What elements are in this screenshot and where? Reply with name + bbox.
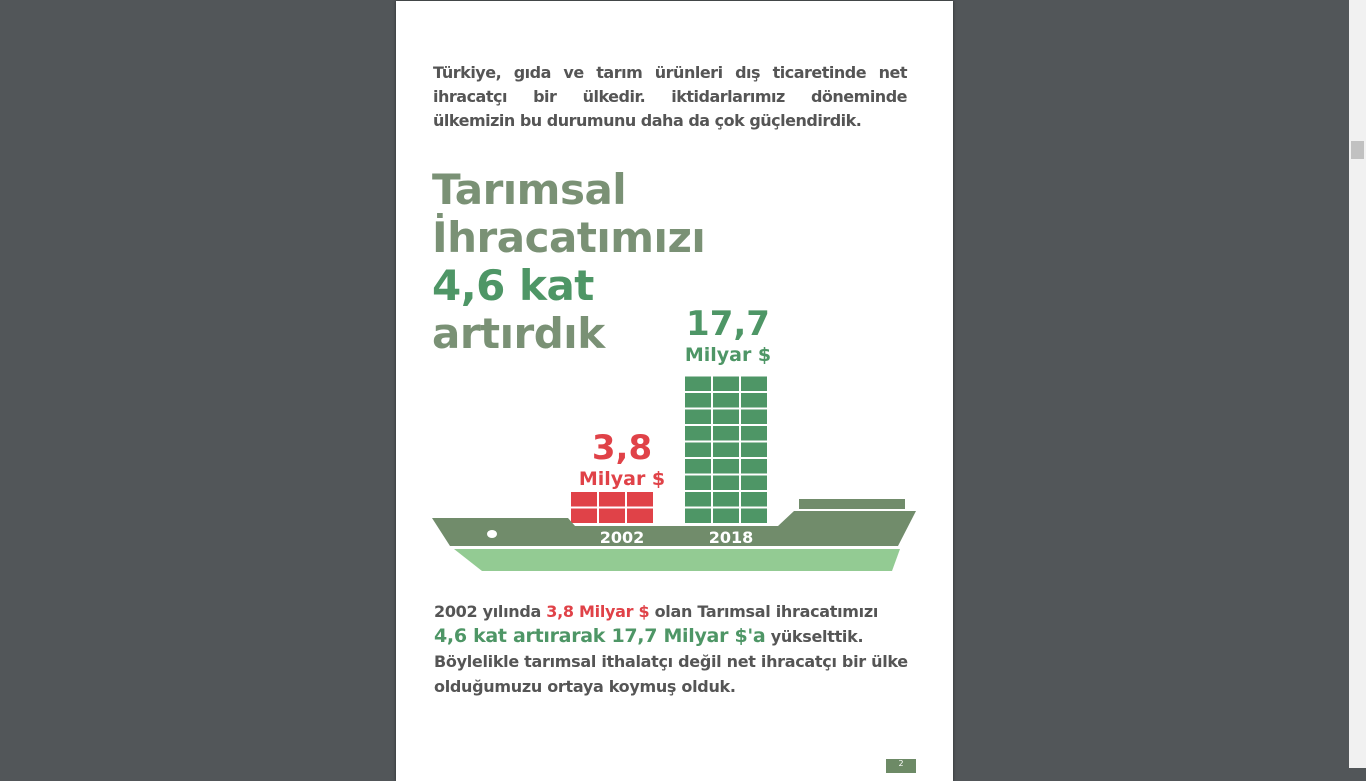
headline-line-4: artırdık [432, 309, 605, 358]
ship-illustration [432, 371, 922, 576]
headline [432, 166, 705, 358]
document-page [396, 1, 953, 781]
summary-paragraph [434, 599, 914, 699]
value-2002: 3,8 [591, 428, 653, 468]
container-box-2018 [713, 459, 739, 474]
container-box-2018 [713, 509, 739, 524]
container-box-2018 [741, 459, 767, 474]
headline-line-1: Tarımsal [432, 165, 627, 214]
container-box-2002 [599, 509, 625, 524]
container-box-2018 [741, 476, 767, 491]
container-box-2018 [685, 492, 711, 507]
container-box-2018 [741, 492, 767, 507]
page-number: 2 [886, 759, 916, 773]
container-box-2018 [741, 410, 767, 425]
unit-2018: Milyar $ [684, 344, 772, 366]
container-box-2018 [713, 410, 739, 425]
scrollbar-thumb[interactable] [1351, 141, 1364, 159]
ship-bottom [454, 549, 900, 571]
summary-part-5: yükselttik. [765, 627, 864, 646]
vertical-scrollbar[interactable] [1349, 0, 1366, 768]
container-box-2018 [713, 426, 739, 441]
container-box-2018 [741, 377, 767, 392]
container-box-2018 [713, 377, 739, 392]
headline-line-3: 4,6 kat [432, 261, 594, 310]
container-box-2002 [627, 492, 653, 507]
container-box-2018 [685, 509, 711, 524]
container-box-2018 [685, 377, 711, 392]
year-label-2018: 2018 [708, 528, 754, 547]
container-box-2018 [741, 393, 767, 408]
value-2018: 17,7 [686, 304, 770, 344]
container-box-2018 [713, 476, 739, 491]
container-box-2018 [741, 443, 767, 458]
porthole-icon [487, 530, 497, 538]
container-box-2002 [627, 509, 653, 524]
summary-growth: 4,6 kat artırarak 17,7 Milyar $'a [434, 625, 766, 647]
container-box-2018 [685, 459, 711, 474]
container-box-2018 [713, 492, 739, 507]
year-label-2002: 2002 [599, 528, 645, 547]
summary-part-3: olan Tarımsal ihracatımızı [649, 602, 879, 621]
container-box-2002 [571, 509, 597, 524]
intro-paragraph: Türkiye, gıda ve tarım ürünleri dış ticaretinde net ihracatçı bir ülkedir. iktidarlarımız döneminde ülkemizin bu durumunu daha da çok güçlendirdik. [433, 63, 907, 130]
container-box-2018 [685, 393, 711, 408]
container-box-2018 [741, 509, 767, 524]
container-box-2018 [685, 443, 711, 458]
containers-2018 [685, 377, 767, 524]
summary-conclusion: Böylelikle tarımsal ithalatçı değil net ihracatçı bir ülke olduğumuzu ortaya koymuş olduk. [434, 652, 908, 696]
container-box-2018 [713, 393, 739, 408]
unit-2002: Milyar $ [578, 468, 666, 490]
value-label-2018 [678, 305, 778, 367]
container-box-2018 [685, 426, 711, 441]
ship-hull [432, 511, 916, 546]
headline-line-2: İhracatımızı [432, 213, 706, 262]
containers-2002 [571, 492, 653, 523]
container-box-2002 [571, 492, 597, 507]
summary-value-2002: 3,8 Milyar $ [546, 602, 650, 621]
container-box-2018 [741, 426, 767, 441]
ship-deck-rail [799, 499, 905, 509]
summary-part-1: 2002 yılında [434, 602, 547, 621]
container-box-2018 [685, 476, 711, 491]
container-box-2002 [599, 492, 625, 507]
container-box-2018 [685, 410, 711, 425]
container-box-2018 [713, 443, 739, 458]
